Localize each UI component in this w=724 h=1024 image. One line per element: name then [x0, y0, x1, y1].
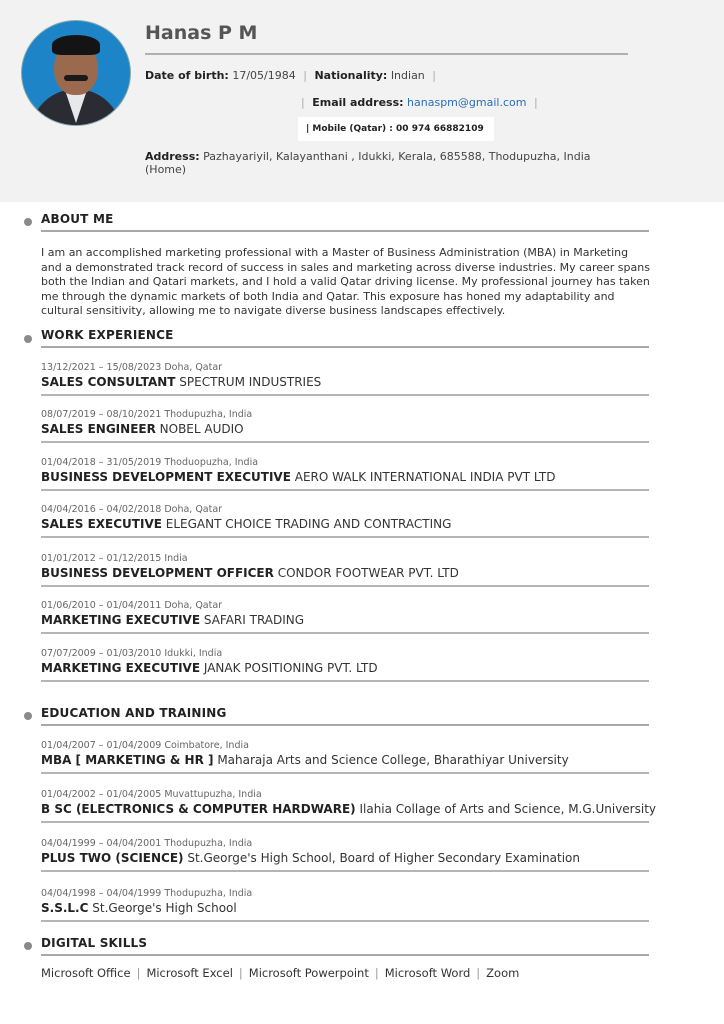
name-divider: [145, 53, 628, 55]
separator: |: [301, 96, 305, 109]
entry-meta: 01/04/2002 – 01/04/2005 Muvattupuzha, India: [41, 789, 262, 800]
entry-title: SALES EXECUTIVE ELEGANT CHOICE TRADING AND CONTRACTING: [41, 517, 452, 531]
entry-meta: 01/06/2010 – 01/04/2011 Doha, Qatar: [41, 600, 223, 611]
nationality-value: Indian: [390, 69, 425, 82]
entry-divider: [41, 680, 649, 682]
section-bullet: [24, 218, 32, 226]
section-divider: [41, 346, 649, 348]
entry-title: MBA [ MARKETING & HR ] Maharaja Arts and Science College, Bharathiyar University: [41, 753, 569, 767]
work-entry: [41, 504, 649, 538]
entry-divider: [41, 870, 649, 872]
section-title-skills: DIGITAL SKILLS: [41, 936, 148, 950]
section-title-about: ABOUT ME: [41, 212, 114, 226]
entry-title: S.S.L.C St.George's High School: [41, 901, 237, 915]
entry-meta: 04/04/1998 – 04/04/1999 Thodupuzha, India: [41, 888, 253, 899]
skill-item: Microsoft Word: [384, 966, 471, 980]
skills-list: [41, 966, 519, 980]
entry-meta: 01/04/2007 – 01/04/2009 Coimbatore, India: [41, 740, 249, 751]
section-bullet: [24, 712, 32, 720]
entry-title: SALES CONSULTANT SPECTRUM INDUSTRIES: [41, 375, 322, 389]
section-divider: [41, 954, 649, 956]
work-entry: [41, 553, 649, 587]
about-text: I am an accomplished marketing professional with a Master of Business Administration (MBA) in Marketing and a demonstrated track record of success in sales and marketing across diverse industries. My career spans both the Indian and Qatari markets, and I hold a valid Qatar driving license. My professional journey has taken me through the dynamic markets of both India and Qatar. This exposure has honed my adaptability and cultural sensitivity, allowing me to navigate diverse business landscapes effectively.: [41, 246, 650, 318]
work-entry: [41, 457, 649, 491]
skill-item: Microsoft Office: [41, 966, 131, 980]
entry-title: BUSINESS DEVELOPMENT OFFICER CONDOR FOOTWEAR PVT. LTD: [41, 566, 459, 580]
section-divider: [41, 230, 649, 232]
entry-meta: 01/01/2012 – 01/12/2015 India: [41, 553, 188, 564]
address-label: Address:: [145, 150, 200, 163]
entry-divider: [41, 632, 649, 634]
nationality-label: Nationality:: [314, 69, 388, 82]
education-entry: [41, 789, 657, 823]
entry-divider: [41, 394, 649, 396]
profile-photo: [21, 20, 131, 126]
entry-title: MARKETING EXECUTIVE SAFARI TRADING: [41, 613, 305, 627]
email-link[interactable]: hanaspm@gmail.com: [407, 96, 527, 109]
education-entry: [41, 838, 649, 872]
entry-title: SALES ENGINEER NOBEL AUDIO: [41, 422, 244, 436]
education-entry: [41, 888, 649, 922]
email-label: Email address:: [312, 96, 404, 109]
separator: |: [432, 69, 436, 82]
section-bullet: [24, 335, 32, 343]
entry-title: MARKETING EXECUTIVE JANAK POSITIONING PVT. LTD: [41, 661, 378, 675]
work-entry: [41, 362, 649, 396]
entry-title: PLUS TWO (SCIENCE) St.George's High School, Board of Higher Secondary Examination: [41, 851, 580, 865]
entry-divider: [41, 821, 649, 823]
work-entry: [41, 600, 649, 634]
entry-divider: [41, 920, 649, 922]
entry-meta: 08/07/2019 – 08/10/2021 Thodupuzha, India: [41, 409, 253, 420]
skill-item: Microsoft Powerpoint: [248, 966, 369, 980]
dob-value: 17/05/1984: [232, 69, 296, 82]
separator: |: [136, 966, 141, 980]
entry-divider: [41, 441, 649, 443]
entry-divider: [41, 536, 649, 538]
entry-title: B SC (ELECTRONICS & COMPUTER HARDWARE) Ilahia Collage of Arts and Science, M.G.University: [41, 802, 657, 816]
entry-meta: 04/04/1999 – 04/04/2001 Thodupuzha, India: [41, 838, 253, 849]
candidate-name: Hanas P M: [145, 22, 258, 44]
entry-divider: [41, 585, 649, 587]
entry-meta: 07/07/2009 – 01/03/2010 Idukki, India: [41, 648, 223, 659]
entry-title: BUSINESS DEVELOPMENT EXECUTIVE AERO WALK INTERNATIONAL INDIA PVT LTD: [41, 470, 556, 484]
section-title-work: WORK EXPERIENCE: [41, 328, 174, 342]
work-entry: [41, 409, 649, 443]
separator: |: [238, 966, 243, 980]
entry-meta: 13/12/2021 – 15/08/2023 Doha, Qatar: [41, 362, 223, 373]
entry-divider: [41, 772, 649, 774]
section-bullet: [24, 942, 32, 950]
entry-meta: 01/04/2018 – 31/05/2019 Thoduopuzha, India: [41, 457, 259, 468]
personal-info-line-1: [145, 69, 440, 82]
address: [145, 150, 615, 176]
personal-info-line-2: [297, 96, 542, 109]
section-divider: [41, 724, 649, 726]
entry-meta: 04/04/2016 – 04/02/2018 Doha, Qatar: [41, 504, 223, 515]
skill-item: Microsoft Excel: [146, 966, 233, 980]
separator: |: [374, 966, 379, 980]
separator: |: [533, 96, 538, 109]
mobile-number: | Mobile (Qatar) : 00 974 66882109: [306, 124, 484, 134]
cv-header: [0, 0, 724, 202]
skill-item: Zoom: [486, 966, 520, 980]
dob-label: Date of birth:: [145, 69, 229, 82]
address-value: Pazhayariyil, Kalayanthani , Idukki, Kerala, 685588, Thodupuzha, India (Home): [145, 150, 591, 176]
section-title-education: EDUCATION AND TRAINING: [41, 706, 227, 720]
education-entry: [41, 740, 649, 774]
entry-divider: [41, 489, 649, 491]
work-entry: [41, 648, 649, 682]
separator: |: [303, 69, 307, 82]
separator: |: [476, 966, 481, 980]
